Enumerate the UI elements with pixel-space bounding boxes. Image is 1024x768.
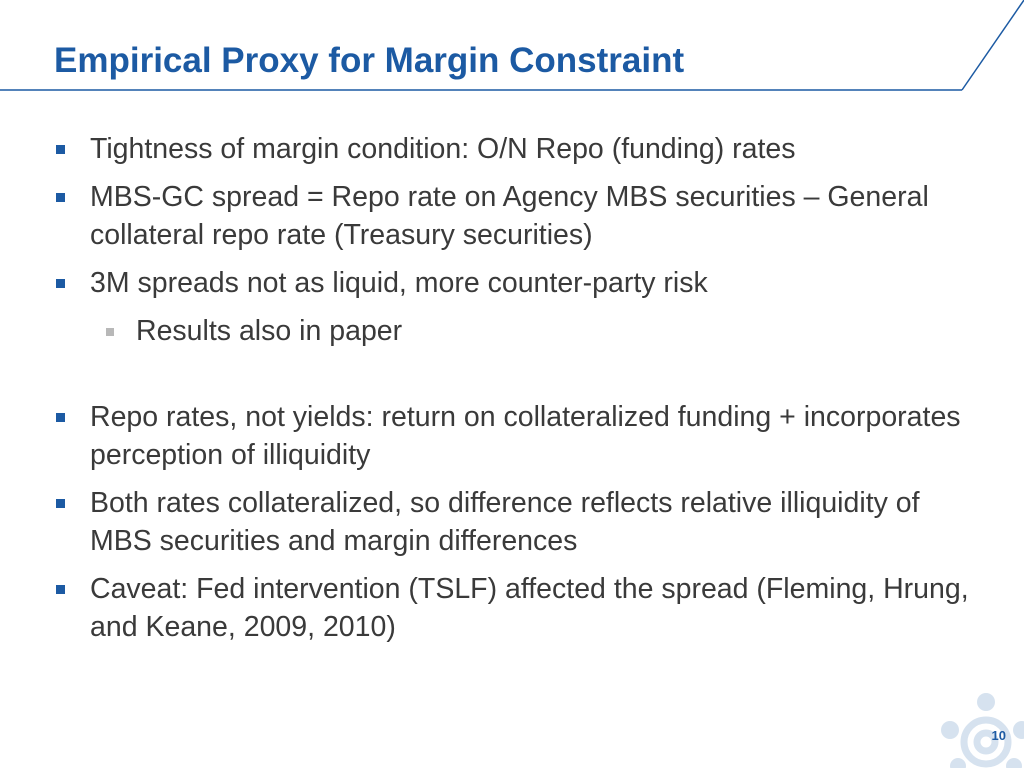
- bullet-item: [0, 130, 1024, 168]
- bullet-text: 3M spreads not as liquid, more counter-party risk: [90, 267, 708, 299]
- bullet-item: [0, 570, 1024, 646]
- square-bullet-icon: [56, 413, 65, 422]
- logo-icon: [938, 690, 1024, 768]
- bullet-item: [0, 264, 1024, 302]
- bullet-item: [0, 398, 1024, 474]
- bullet-item: [0, 484, 1024, 560]
- square-bullet-icon: [106, 328, 114, 336]
- slide-title: Empirical Proxy for Margin Constraint: [54, 41, 685, 80]
- page-number: 10: [991, 728, 1006, 743]
- square-bullet-icon: [56, 499, 65, 508]
- bullet-text: Results also in paper: [136, 315, 403, 347]
- bullet-list: [0, 130, 1024, 656]
- bullet-item: [0, 178, 1024, 254]
- square-bullet-icon: [56, 279, 65, 288]
- bullet-text: Both rates collateralized, so difference reflects relative illiquidity of MBS securities and margin differences: [90, 487, 920, 557]
- bullet-text: Caveat: Fed intervention (TSLF) affected the spread (Fleming, Hrung, and Keane, 2009, 2010): [90, 573, 969, 643]
- square-bullet-icon: [56, 145, 65, 154]
- bullet-text: Tightness of margin condition: O/N Repo (funding) rates: [90, 133, 796, 165]
- square-bullet-icon: [56, 585, 65, 594]
- sub-bullet-item: [0, 312, 1024, 350]
- bullet-text: MBS-GC spread = Repo rate on Agency MBS securities – General collateral repo rate (Treasury securities): [90, 181, 929, 251]
- square-bullet-icon: [56, 193, 65, 202]
- bullet-text: Repo rates, not yields: return on collateralized funding + incorporates perception of illiquidity: [90, 401, 961, 471]
